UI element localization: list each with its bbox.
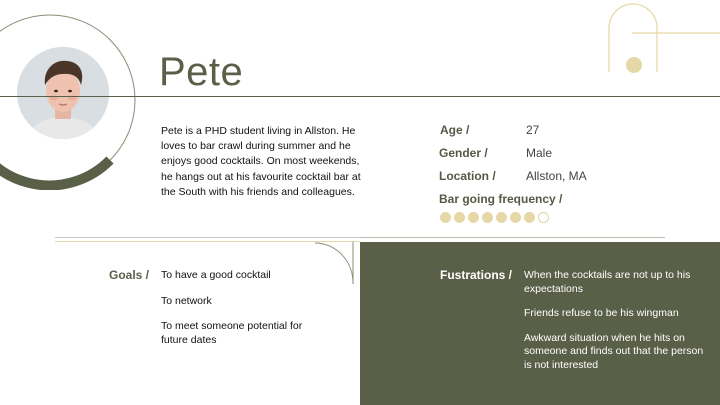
frequency-dot-empty (538, 212, 549, 223)
goal-item: To meet someone potential for future dates (161, 320, 303, 346)
frequency-dot-filled (510, 212, 521, 223)
persona-bio: Pete is a PHD student living in Allston. He loves to bar crawl during summer and he enjoys good cocktails. On most weekends, he hangs out at his favourite cocktail bar at the South with his friends and colleagues. (161, 125, 361, 198)
section-divider-right (360, 237, 665, 238)
goals-list (161, 269, 321, 359)
arch-decoration (607, 0, 720, 78)
age-value: 27 (526, 123, 540, 137)
goal-item: To network (161, 294, 212, 307)
location-label: Location / (439, 169, 496, 183)
frequency-dot-filled (482, 212, 493, 223)
avatar (17, 47, 109, 139)
age-label: Age / (440, 123, 470, 137)
frequency-dot-filled (454, 212, 465, 223)
frequency-rating (440, 212, 549, 223)
frequency-dot-filled (440, 212, 451, 223)
goal-item: To have a good cocktail (161, 269, 271, 281)
gender-value: Male (526, 146, 553, 160)
portrait-image (17, 47, 109, 139)
frequency-dot-filled (524, 212, 535, 223)
goals-label: Goals / (109, 268, 150, 282)
frustration-item: Friends refuse to be his wingman (524, 307, 679, 319)
frustrations-label: Fustrations / (440, 268, 513, 282)
frequency-dot-filled (496, 212, 507, 223)
frequency-dot-filled (468, 212, 479, 223)
frequency-label: Bar going frequency / (439, 192, 563, 206)
persona-name: Pete (159, 50, 244, 94)
section-divider-left (55, 237, 360, 238)
location-value: Allston, MA (526, 169, 587, 183)
header-divider (0, 96, 720, 97)
gender-label: Gender / (439, 146, 488, 160)
frustration-item: Awkward situation when he hits on someone and finds out that the person is not interested (524, 331, 704, 371)
frustration-item: When the cocktails are not up to his expectations (524, 269, 691, 295)
frustrations-list (524, 269, 704, 383)
